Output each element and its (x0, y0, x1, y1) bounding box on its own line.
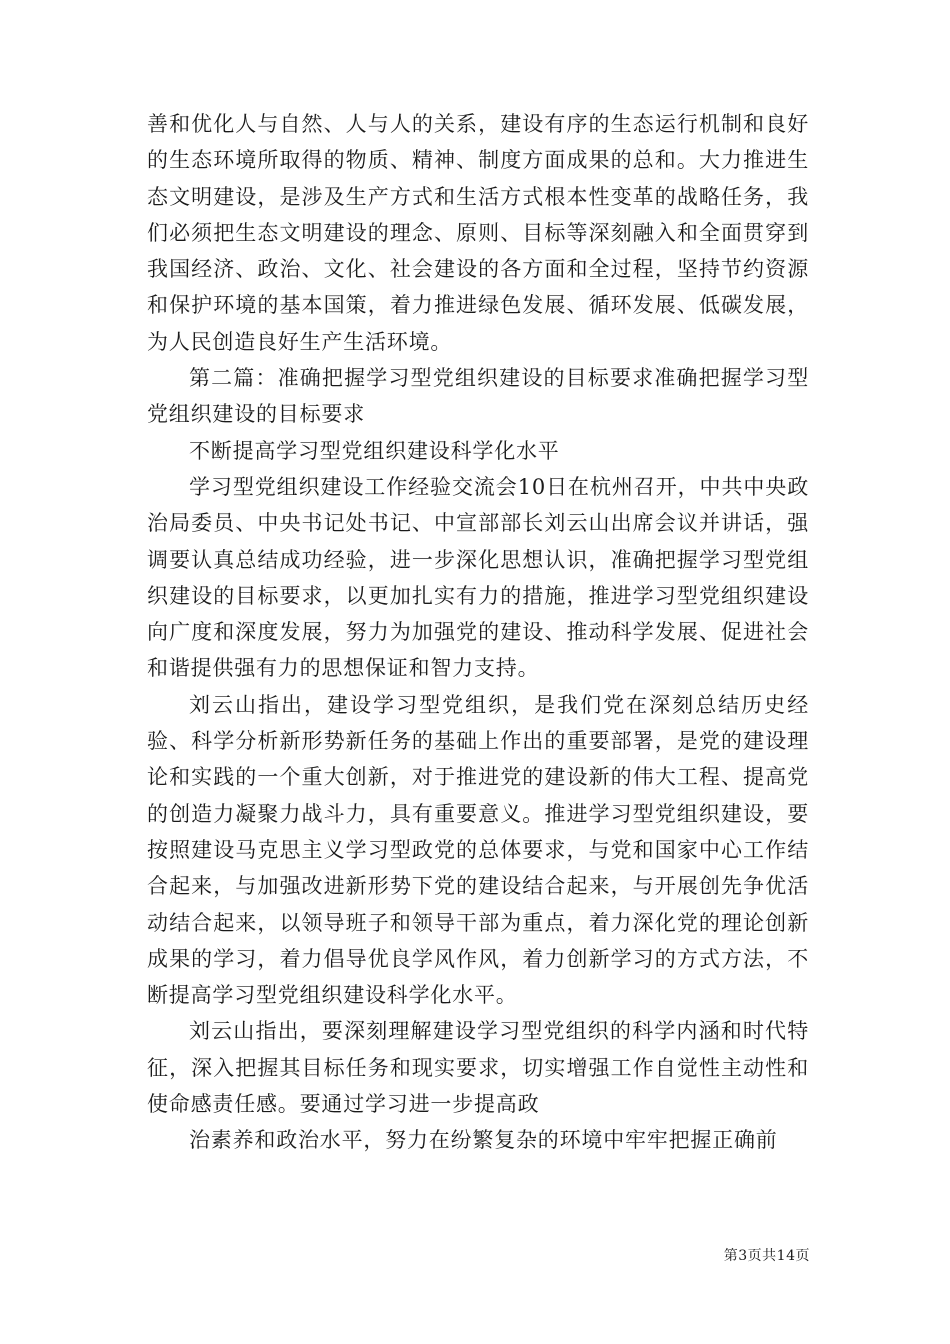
paragraph-continuation: 善和优化人与自然、人与人的关系，建设有序的生态运行机制和良好的生态环境所取得的物质、精神、制度方面成果的总和。大力推进生态文明建设，是涉及生产方式和生活方式根本性变革的战略任务，我们必须把生态文明建设的理念、原则、目标等深刻融入和全面贯穿到我国经济、政治、文化、社会建设的各方面和全过程，坚持节约资源和保护环境的基本国策，着力推进绿色发展、循环发展、低碳发展，为人民创造良好生产生活环境。 (147, 112, 809, 354)
paragraph-understanding: 刘云山指出，要深刻理解建设学习型党组织的科学内涵和时代特征，深入把握其目标任务和现实要求，切实增强工作自觉性主动性和使命感责任感。要通过学习进一步提高政 (147, 1019, 809, 1117)
article-subtitle: 不断提高学习型党组织建设科学化水平 (189, 438, 560, 463)
paragraph-significance: 刘云山指出，建设学习型党组织，是我们党在深刻总结历史经验、科学分析新形势新任务的基础上作出的重要部署，是党的建设理论和实践的一个重大创新，对于推进党的建设新的伟大工程、提高党的创造力凝聚力战斗力，具有重要意义。推进学习型党组织建设，要按照建设马克思主义学习型政党的总体要求，与党和国家中心工作结合起来，与加强改进新形势下党的建设结合起来，与开展创先争优活动结合起来，以领导班子和领导干部为重点，着力深化党的理论创新成果的学习，着力倡导优良学风作风，着力创新学习的方式方法，不断提高学习型党组织建设科学化水平。 (147, 692, 809, 1008)
section-heading-part2: 第二篇：准确把握学习型党组织建设的目标要求准确把握学习型党组织建设的目标要求 (147, 366, 809, 427)
page-number: 第3页共14页 (723, 1248, 810, 1264)
paragraph-meeting: 学习型党组织建设工作经验交流会10日在杭州召开，中共中央政治局委员、中央书记处书记、中宣部部长刘云山出席会议并讲话，强调要认真总结成功经验，进一步深化思想认识，准确把握学习型党组织建设的目标要求，以更加扎实有力的措施，推进学习型党组织建设向广度和深度发展，努力为加强党的建设、推动科学发展、促进社会和谐提供强有力的思想保证和智力支持。 (147, 474, 809, 681)
paragraph-political: 治素养和政治水平，努力在纷繁复杂的环境中牢牢把握正确前 (189, 1128, 778, 1153)
document-body (147, 106, 809, 1159)
